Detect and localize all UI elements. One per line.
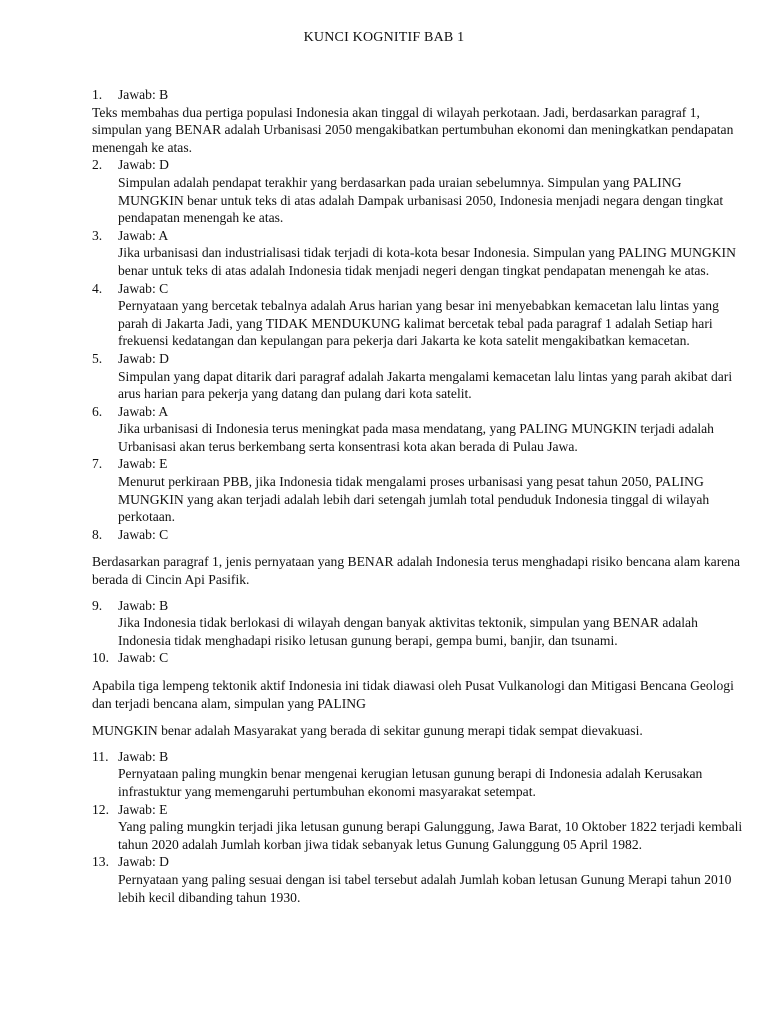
answer-label: Jawab: E xyxy=(118,801,168,817)
item-number: 7. xyxy=(92,456,103,472)
item-number: 1. xyxy=(92,87,103,102)
item-number: 9. xyxy=(92,597,103,613)
answer-item-12 xyxy=(92,801,744,854)
answer-item-10 xyxy=(92,649,744,739)
answer-label: Jawab: C xyxy=(118,526,169,542)
explanation-text-continued: MUNGKIN benar adalah Masyarakat yang berada di sekitar gunung merapi tidak sempat dievakuasi. xyxy=(92,723,643,739)
answer-item-9 xyxy=(92,597,744,650)
answer-item-4 xyxy=(92,280,744,350)
answer-label: Jawab: A xyxy=(118,227,169,243)
item-number: 4. xyxy=(92,280,103,296)
answer-item-1 xyxy=(92,86,744,156)
explanation-text: Teks membahas dua pertiga populasi Indonesia akan tinggal di wilayah perkotaan. Jadi, berdasarkan paragraf 1, simpulan yang BENAR adalah Urbanisasi 2050 mengakibatkan pertumbuhan ekonomi dan meningkatkan pendapatan menengah ke atas. xyxy=(92,104,734,155)
explanation-text: Pernyataan paling mungkin benar mengenai kerugian letusan gunung berapi di Indonesia adalah Kerusakan infrastuktur yang memengaruhi pertumbuhan ekonomi masyarakat setempat. xyxy=(118,766,703,799)
item-number: 2. xyxy=(92,157,103,173)
item-number: 12. xyxy=(92,801,109,817)
answer-label: Jawab: B xyxy=(118,87,169,102)
explanation-text: Berdasarkan paragraf 1, jenis pernyataan yang BENAR adalah Indonesia terus menghadapi risiko bencana alam karena berada di Cincin Api Pasifik. xyxy=(92,554,741,588)
answer-item-7 xyxy=(92,455,744,525)
item-number: 3. xyxy=(92,227,103,243)
item-number: 11. xyxy=(92,748,109,764)
item-number: 10. xyxy=(92,650,109,666)
answer-item-13 xyxy=(92,853,744,906)
answer-item-5 xyxy=(92,350,744,403)
explanation-text: Simpulan yang dapat ditarik dari paragraf adalah Jakarta mengalami kemacetan lalu lintas yang parah akibat dari arus harian para pekerja yang datang dan pulang dari kota satelit. xyxy=(118,368,733,402)
answer-label: Jawab: B xyxy=(118,597,169,613)
answer-item-11 xyxy=(92,748,744,801)
answer-key-content xyxy=(92,86,744,906)
answer-label: Jawab: C xyxy=(118,650,169,666)
answer-label: Jawab: D xyxy=(118,854,169,870)
answer-label: Jawab: D xyxy=(118,350,169,366)
answer-label: Jawab: C xyxy=(118,280,169,296)
answer-label: Jawab: A xyxy=(118,403,169,419)
explanation-text: Simpulan adalah pendapat terakhir yang berdasarkan pada uraian sebelumnya. Simpulan yang PALING MUNGKIN benar untuk teks di atas adalah Dampak urbanisasi 2050, Indonesia menjadi negara dengan tingkat pendapatan menengah ke atas. xyxy=(118,174,724,226)
answer-item-3 xyxy=(92,227,744,280)
item-number: 5. xyxy=(92,350,103,366)
answer-item-8 xyxy=(92,526,744,589)
explanation-text: Menurut perkiraan PBB, jika Indonesia tidak mengalami proses urbanisasi yang pesat tahun 2050, PALING MUNGKIN yang akan terjadi adalah lebih dari setengah jumlah total penduduk Indonesia tinggal di wilayah perkotaan. xyxy=(118,474,710,525)
answer-item-6 xyxy=(92,403,744,456)
answer-label: Jawab: D xyxy=(118,157,169,173)
answer-item-2 xyxy=(92,156,744,226)
explanation-text: Jika urbanisasi di Indonesia terus meningkat pada masa mendatang, yang PALING MUNGKIN terjadi adalah Urbanisasi akan terus berkembang serta konsentrasi kota akan berada di Pulau Jawa. xyxy=(118,421,714,454)
answer-label: Jawab: B xyxy=(118,748,169,764)
page-title: KUNCI KOGNITIF BAB 1 xyxy=(303,30,465,45)
item-number: 13. xyxy=(92,854,109,870)
explanation-text: Jika urbanisasi dan industrialisasi tidak terjadi di kota-kota besar Indonesia. Simpulan yang PALING MUNGKIN benar untuk teks di atas adalah Indonesia tidak menjadi negeri dengan tingkat pendapatan menengah ke atas. xyxy=(118,245,736,278)
explanation-text: Jika Indonesia tidak berlokasi di wilayah dengan banyak aktivitas tektonik, simpulan yang BENAR adalah Indonesia tidak menghadapi risiko letusan gunung berapi, gempa bumi, banjir, dan tsunami. xyxy=(118,615,698,648)
item-number: 8. xyxy=(92,526,103,542)
explanation-text: Pernyataan yang bercetak tebalnya adalah Arus harian yang besar ini menyebabkan kemacetan lalu lintas yang parah di Jakarta Jadi, yang TIDAK MENDUKUNG kalimat bercetak tebal pada paragraf 1 adalah Setiap hari frekuensi kedatangan dan kepulangan para pekerja dari Jakarta ke kota satelit mengakibatkan kemacetan. xyxy=(118,298,719,349)
explanation-text: Yang paling mungkin terjadi jika letusan gunung berapi Galunggung, Jawa Barat, 10 Oktober 1822 terjadi kembali tahun 2020 adalah Jumlah korban jiwa tidak sebanyak letus Gunung Galunggung 05 April 1982. xyxy=(118,819,743,852)
explanation-text: Pernyataan yang paling sesuai dengan isi tabel tersebut adalah Jumlah koban letusan Gunung Merapi tahun 2010 lebih kecil dibanding tahun 1930. xyxy=(118,871,732,905)
explanation-text: Apabila tiga lempeng tektonik aktif Indonesia ini tidak diawasi oleh Pusat Vulkanologi dan Mitigasi Bencana Geologi dan terjadi bencana alam, simpulan yang PALING xyxy=(92,678,734,711)
item-number: 6. xyxy=(92,403,103,419)
answer-label: Jawab: E xyxy=(118,456,168,472)
